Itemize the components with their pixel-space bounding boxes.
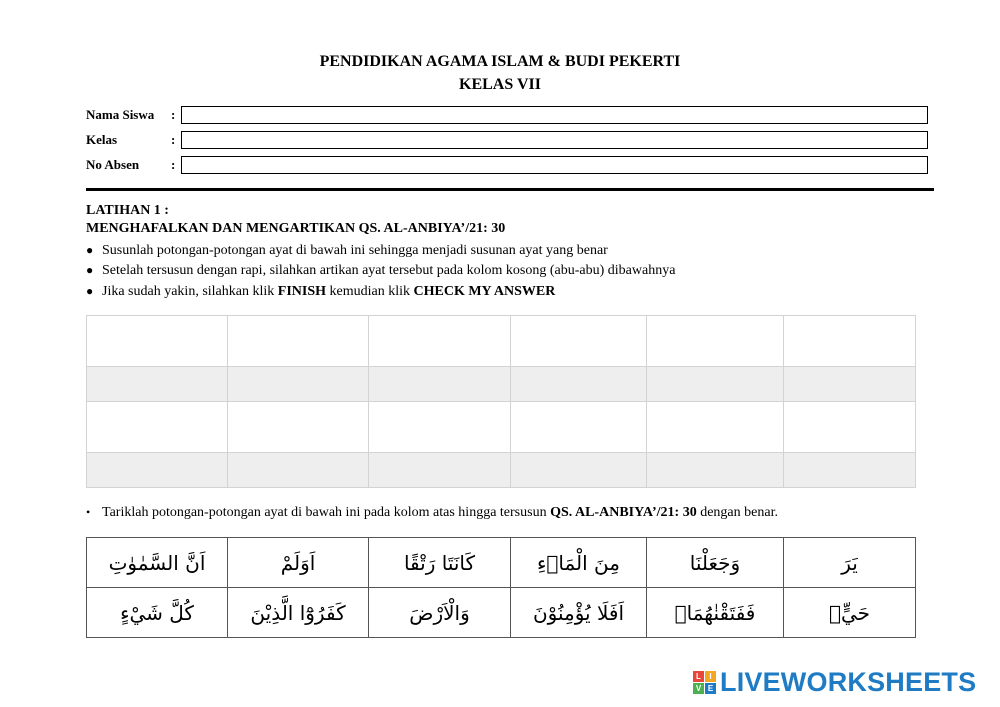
page-title: PENDIDIKAN AGAMA ISLAM & BUDI PEKERTI (319, 53, 681, 70)
instruction-text: Susunlah potongan-potongan ayat di bawah ini sehingga menjadi susunan ayat yang benar (102, 243, 608, 258)
finish-keyword: FINISH (277, 284, 326, 299)
surah-reference: QS. AL-ANBIYA’/21: 30 (550, 505, 697, 520)
section-divider (86, 188, 934, 191)
absence-number-input[interactable] (181, 156, 928, 174)
instruction-text: Tariklah potongan-potongan ayat di bawah ini pada kolom atas hingga tersusun (102, 505, 551, 520)
answer-drop-cell[interactable] (228, 402, 369, 453)
translation-cell[interactable] (87, 453, 228, 488)
answer-drop-cell[interactable] (228, 316, 369, 367)
absence-number-row (86, 156, 934, 178)
verse-piece[interactable]: فَفَتَقْنٰهُمَاۗ (647, 588, 784, 638)
verse-piece[interactable]: مِنَ الْمَاۤءِ (511, 538, 647, 588)
exercise-heading: LATIHAN 1 : (86, 203, 169, 218)
check-answer-keyword: CHECK MY ANSWER (413, 284, 556, 299)
drag-instruction (86, 503, 778, 522)
translation-cell[interactable] (784, 367, 916, 402)
verse-piece[interactable]: وَالْاَرْضَ (369, 588, 511, 638)
answer-drop-cell[interactable] (87, 316, 228, 367)
instruction-text: dengan benar. (696, 505, 778, 520)
answer-drop-cell[interactable] (369, 316, 511, 367)
answer-grid (86, 315, 916, 488)
instruction-text: kemudian klik (326, 284, 414, 299)
liveworksheets-logo-text: LIVEWORKSHEETS (720, 666, 977, 697)
colon: : (171, 132, 176, 147)
instruction-item (86, 241, 608, 260)
page-subtitle: KELAS VII (459, 76, 541, 93)
colon: : (171, 157, 176, 172)
instruction-item (86, 282, 555, 301)
instruction-item (86, 261, 675, 280)
answer-drop-cell[interactable] (647, 402, 784, 453)
translation-cell[interactable] (228, 367, 369, 402)
translation-cell[interactable] (511, 453, 647, 488)
verse-piece[interactable]: كَفَرُوْٓا الَّذِيْنَ (228, 588, 369, 638)
answer-drop-cell[interactable] (511, 402, 647, 453)
bullet-icon: • (86, 505, 91, 519)
student-name-label: Nama Siswa (86, 107, 155, 122)
translation-cell[interactable] (511, 367, 647, 402)
class-input[interactable] (181, 131, 928, 149)
answer-drop-cell[interactable] (647, 316, 784, 367)
verse-piece[interactable]: يَرَ (784, 538, 916, 588)
instruction-text: Jika sudah yakin, silahkan klik (102, 284, 278, 299)
translation-cell[interactable] (784, 453, 916, 488)
absence-number-label: No Absen (86, 157, 140, 172)
exercise-subheading: MENGHAFALKAN DAN MENGARTIKAN QS. AL-ANBIYA’/21: 30 (86, 221, 506, 236)
verse-piece[interactable]: اَوَلَمْ (228, 538, 369, 588)
answer-drop-cell[interactable] (87, 402, 228, 453)
class-row (86, 131, 934, 153)
verse-piece[interactable]: كُلَّ شَيْءٍ (87, 588, 228, 638)
bullet-icon: ● (86, 284, 94, 298)
translation-cell[interactable] (369, 367, 511, 402)
answer-drop-cell[interactable] (784, 316, 916, 367)
colon: : (171, 107, 176, 122)
liveworksheets-logo (693, 665, 976, 699)
translation-cell[interactable] (87, 367, 228, 402)
class-label: Kelas (86, 132, 118, 147)
student-name-input[interactable] (181, 106, 928, 124)
verse-piece[interactable]: كَانَتَا رَتْقًا (369, 538, 511, 588)
student-name-row (86, 106, 934, 128)
translation-cell[interactable] (369, 453, 511, 488)
translation-cell[interactable] (647, 453, 784, 488)
bullet-icon: ● (86, 243, 94, 257)
answer-drop-cell[interactable] (784, 402, 916, 453)
instruction-text: Setelah tersusun dengan rapi, silahkan artikan ayat tersebut pada kolom kosong (abu-abu) dibawahnya (102, 263, 676, 278)
bullet-icon: ● (86, 263, 94, 277)
translation-cell[interactable] (228, 453, 369, 488)
verse-pieces-grid (86, 537, 916, 638)
answer-drop-cell[interactable] (369, 402, 511, 453)
verse-piece[interactable]: اَفَلَا يُؤْمِنُوْنَ (511, 588, 647, 638)
liveworksheets-logo-icon: L I V E (693, 671, 716, 694)
answer-drop-cell[interactable] (511, 316, 647, 367)
verse-piece[interactable]: حَيٍّۗ (784, 588, 916, 638)
verse-piece[interactable]: وَجَعَلْنَا (647, 538, 784, 588)
translation-cell[interactable] (647, 367, 784, 402)
verse-piece[interactable]: اَنَّ السَّمٰوٰتِ (87, 538, 228, 588)
